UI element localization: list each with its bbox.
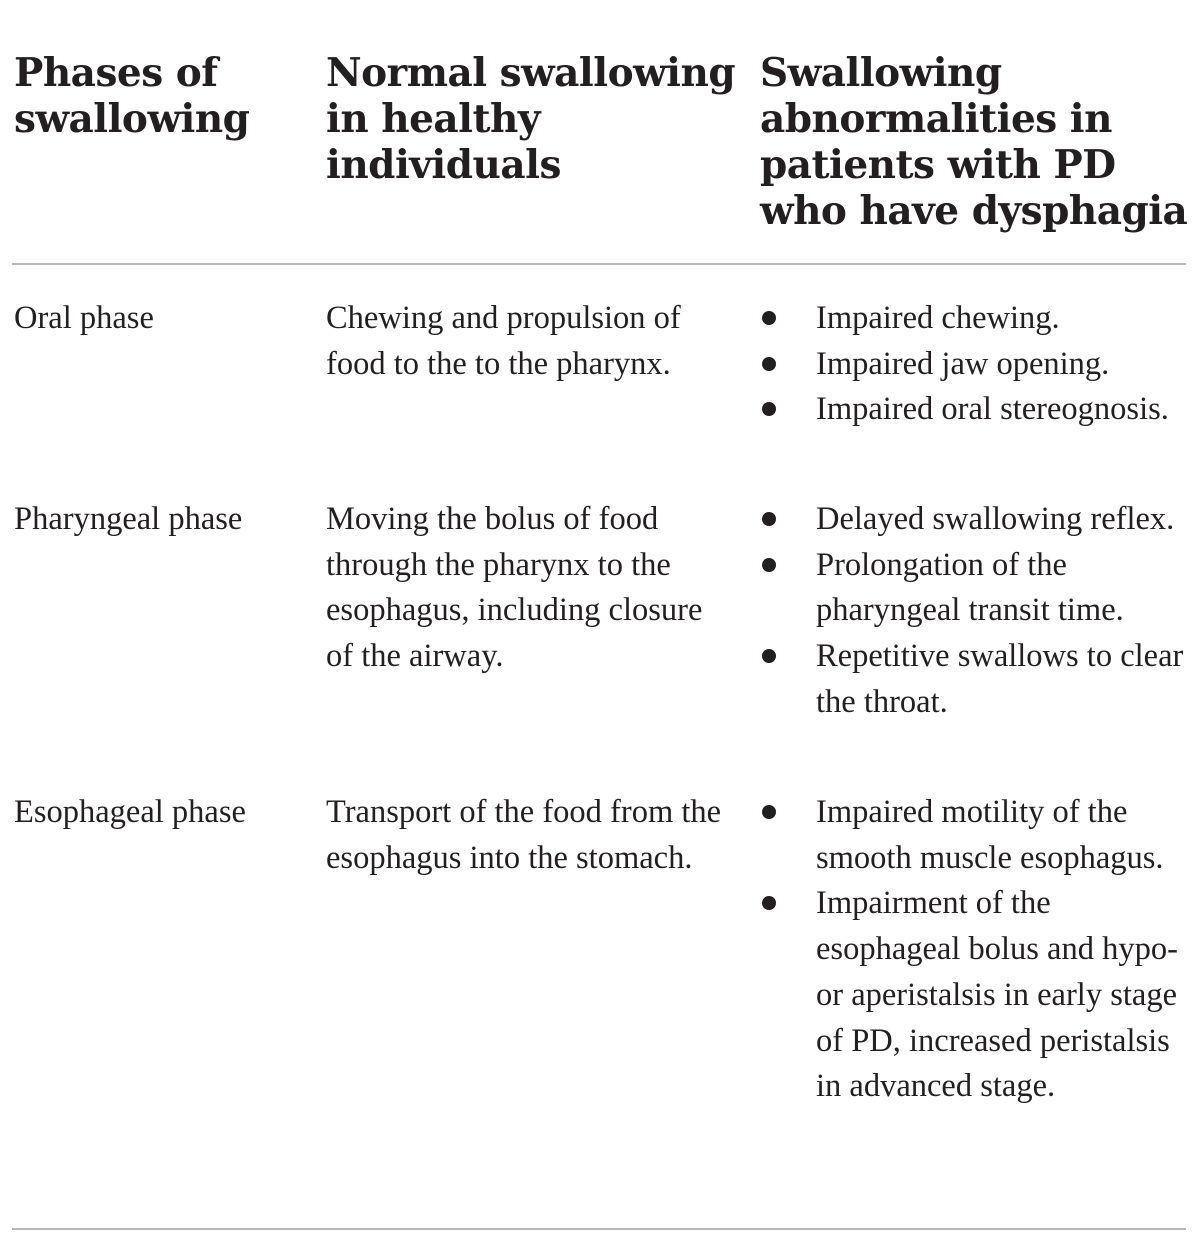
table-bottom-divider [12,1228,1186,1230]
abnormalities-cell [760,296,1190,433]
list-item-text: Delayed swallowing reflex. [816,501,1175,537]
list-item [760,790,1190,881]
abnormalities-list [760,296,1190,433]
list-item-text: Impaired chewing. [816,300,1060,336]
list-item [760,342,1190,388]
list-item [760,881,1190,1110]
list-item [760,497,1190,543]
list-item-text: Impaired jaw opening. [816,345,1110,382]
bullet-icon [762,649,776,663]
abnormalities-cell [760,790,1190,1110]
bullet-icon [762,805,776,819]
phase-cell: Oral phase [14,300,154,336]
list-item [760,634,1190,725]
list-item-text: Prolongation of the pharyngeal transit time. [816,546,1124,629]
list-item [760,296,1190,342]
list-item [760,387,1190,433]
list-item-text: Impaired oral stereognosis. [816,391,1169,428]
list-item-text: Impaired motility of the smooth muscle esophagus. [816,794,1164,876]
list-item [760,543,1190,634]
list-item-text: Repetitive swallows to clear the throat. [816,638,1184,720]
bullet-icon [762,357,776,371]
bullet-icon [762,311,776,325]
bullet-icon [762,896,776,910]
bullet-icon [762,558,776,572]
normal-cell: Moving the bolus of food through the pharynx to the esophagus, including closure of the airway. [326,501,703,675]
list-item-text: Impairment of the esophageal bolus and hypo- or aperistalsis in early stage of PD, increased peristalsis in advanced stage. [816,885,1178,1105]
header-divider [12,263,1186,265]
normal-cell: Chewing and propulsion of food to the to the pharynx. [326,300,681,382]
phase-cell: Esophageal phase [14,794,246,830]
abnormalities-cell [760,497,1190,726]
abnormalities-list [760,790,1190,1110]
header-abnormalities: Swallowing abnormalities in patients with PD who have dysphagia [760,50,1188,234]
normal-cell: Transport of the food from the esophagus into the stomach. [326,794,722,876]
abnormalities-list [760,497,1190,726]
header-phases: Phases of swallowing [14,50,250,142]
bullet-icon [762,402,776,416]
phase-cell: Pharyngeal phase [14,501,243,537]
bullet-icon [762,512,776,526]
header-normal-swallowing: Normal swallowing in healthy individuals [326,50,736,188]
